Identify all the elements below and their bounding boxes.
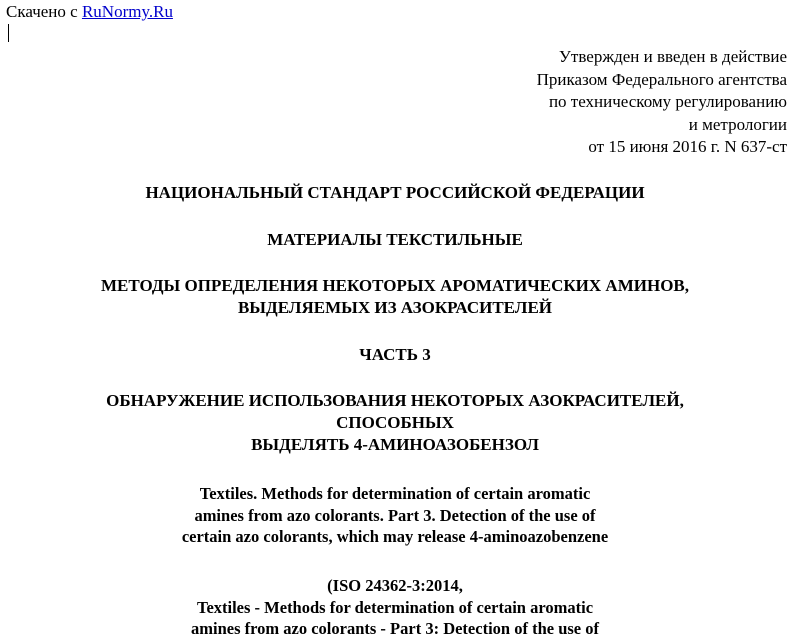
approval-date-line: от 15 июня 2016 г. N 637-ст	[588, 137, 787, 156]
english-title-line: Textiles. Methods for determination of certain aromatic	[199, 484, 591, 503]
english-title	[0, 483, 790, 548]
iso-line: Textiles - Methods for determination of certain aromatic	[196, 597, 594, 617]
subject-heading	[0, 229, 790, 251]
approval-line: по техническому регулированию	[548, 92, 787, 111]
standard-title	[0, 182, 790, 204]
methods-line: МЕТОДЫ ОПРЕДЕЛЕНИЯ НЕКОТОРЫХ АРОМАТИЧЕСКИХ АМИНОВ,	[100, 276, 690, 295]
part-heading	[0, 344, 790, 366]
iso-line: amines from azo colorants - Part 3: Detection of the use of	[191, 619, 599, 638]
methods-heading	[0, 275, 790, 319]
part-text: ЧАСТЬ 3	[359, 345, 431, 364]
approval-line: и метрологии	[688, 114, 787, 134]
approval-block	[537, 46, 787, 159]
english-title-line: certain azo colorants, which may release 4-aminoazobenzene	[181, 527, 609, 546]
iso-line: (ISO 24362-3:2014,	[327, 576, 463, 595]
text-cursor	[8, 24, 9, 42]
standard-title-text: НАЦИОНАЛЬНЫЙ СТАНДАРТ РОССИЙСКОЙ ФЕДЕРАЦИИ	[145, 183, 645, 202]
downloaded-from-line	[6, 2, 173, 22]
english-title-line: amines from azo colorants. Part 3. Detection of the use of	[194, 505, 596, 525]
detection-line: СПОСОБНЫХ	[336, 413, 454, 432]
approval-line: Утвержден и введен в действие	[558, 47, 787, 66]
methods-line: ВЫДЕЛЯЕМЫХ ИЗ АЗОКРАСИТЕЛЕЙ	[237, 298, 553, 317]
detection-line: ВЫДЕЛЯТЬ 4-АМИНОАЗОБЕНЗОЛ	[251, 435, 539, 454]
subject-text: МАТЕРИАЛЫ ТЕКСТИЛЬНЫЕ	[267, 230, 523, 249]
downloaded-prefix: Скачено с	[6, 2, 82, 21]
detection-line: ОБНАРУЖЕНИЕ ИСПОЛЬЗОВАНИЯ НЕКОТОРЫХ АЗОКРАСИТЕЛЕЙ,	[106, 391, 684, 410]
runormy-link[interactable]: RuNormy.Ru	[81, 2, 173, 21]
approval-line: Приказом Федерального агентства	[536, 69, 787, 89]
detection-heading	[0, 390, 790, 456]
iso-reference	[0, 575, 790, 640]
